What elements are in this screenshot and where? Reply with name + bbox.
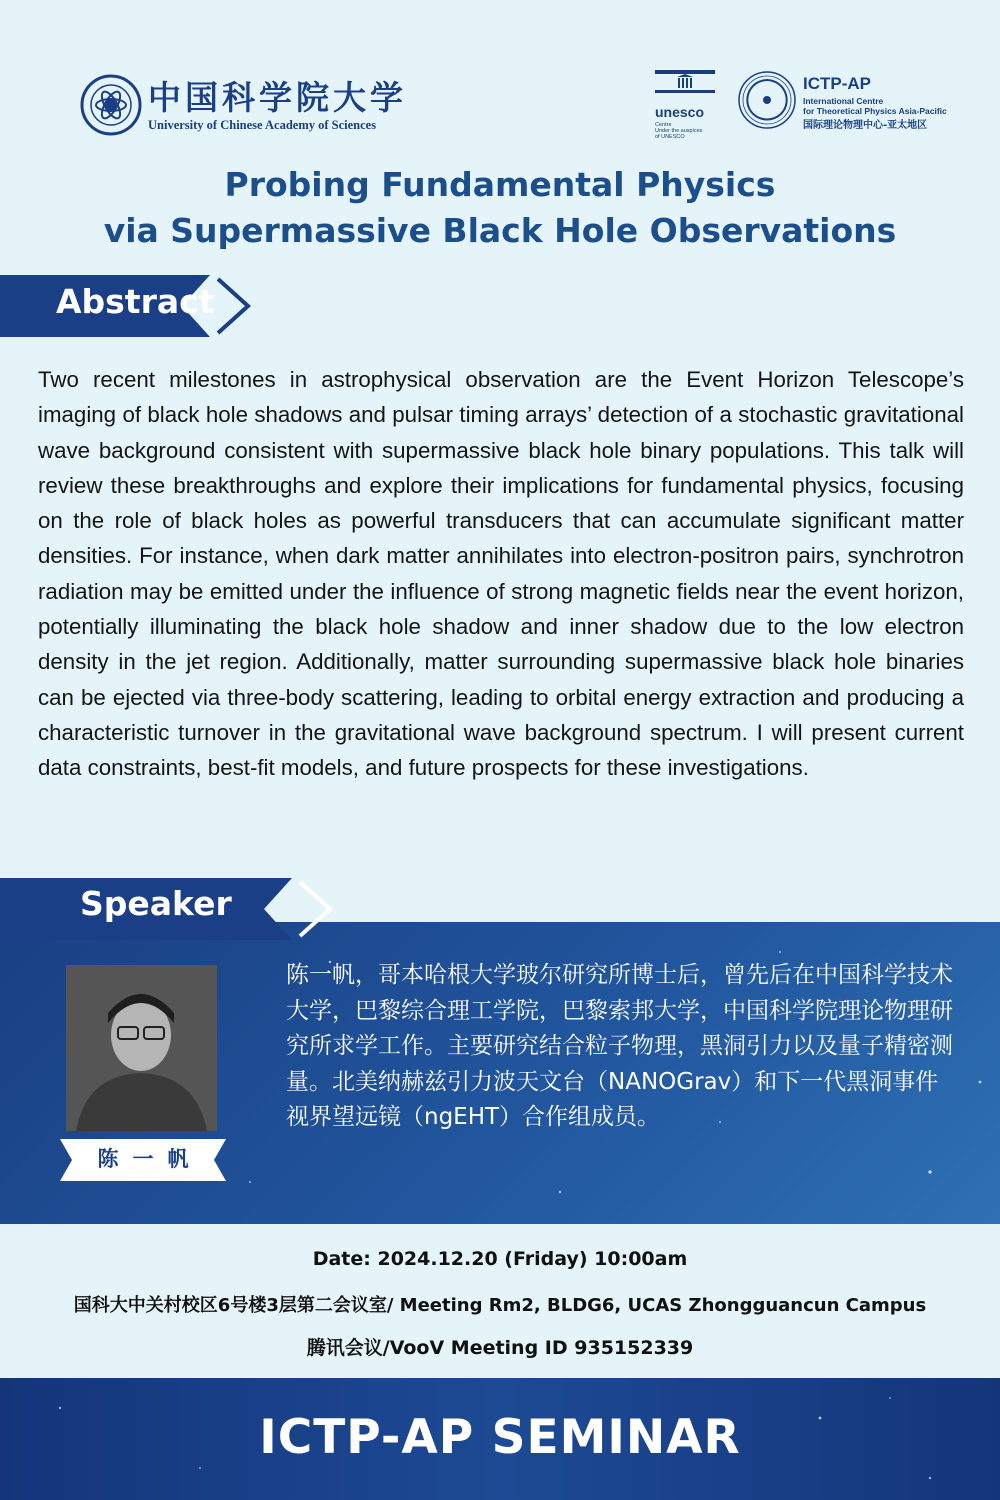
ucas-name-cn: 中国科学院大学 — [148, 78, 407, 117]
abstract-heading: Abstract — [56, 282, 215, 321]
unesco-logo — [655, 70, 717, 140]
footer-label: ICTP-AP SEMINAR — [259, 1410, 741, 1465]
title-line-1: Probing Fundamental Physics — [224, 165, 776, 204]
seminar-meeting-id: 腾讯会议/VooV Meeting ID 935152339 — [306, 1337, 694, 1359]
speaker-name: 陈一帆 — [97, 1147, 203, 1171]
speaker-photo — [66, 965, 217, 1131]
unesco-temple-icon — [655, 70, 715, 96]
title-line-2: via Supermassive Black Hole Observations — [103, 211, 897, 250]
ictp-emblem-icon — [737, 70, 797, 130]
speaker-bio: 陈一帆，哥本哈根大学玻尔研究所博士后，曾先后在中国科学技术大学，巴黎综合理工学院，巴黎索邦大学，中国科学院理论物理研究所求学工作。主要研究结合粒子物理，黑洞引力以及量子精密测量。北美纳赫兹引力波天文台（NANOGrav）和下一代黑洞事件视界望远镜（ngEHT）合作组成员。 — [286, 962, 953, 1130]
ictp-name-cn: 国际理论物理中心-亚太地区 — [803, 120, 928, 131]
ictp-subtitle: International Centre for Theoretical Physics Asia-Pacific — [803, 96, 947, 116]
seminar-date: Date: 2024.12.20 (Friday) 10:00am — [312, 1248, 688, 1270]
unesco-subtitle: Centre Under the auspices of UNESCO — [655, 122, 703, 140]
speaker-portrait-icon — [66, 965, 217, 1131]
ucas-emblem-icon — [80, 74, 142, 136]
abstract-text: Two recent milestones in astrophysical observation are the Event Horizon Telescope’s imaging of black hole shadows and pulsar timing arrays’ detection of a stochastic gravitational wave background consistent with supermassive black hole binary populations. This talk will review these breakthroughs and explore their implications for fundamental physics, focusing on the role of black holes as powerful transducers that can accumulate significant matter densities. For instance, when dark matter annihilates into electron-positron pairs, synchrotron radiation may be emitted under the influence of strong magnetic fields near the event horizon, potentially illuminating the black hole shadow and inner shadow due to the low electron density in the jet region. Additionally, matter surrounding supermassive black hole binaries can be ejected via three-body scattering, leading to orbital energy extraction and producing a characteristic turnover in the gravitational wave background spectrum. I will present current data constraints, best-fit models, and future prospects for these investigations. — [38, 367, 964, 781]
seminar-venue: 国科大中关村校区6号楼3层第二会议室/ Meeting Rm2, BLDG6, UCAS Zhongguancun Campus — [73, 1295, 927, 1316]
unesco-name: unesco — [655, 104, 705, 120]
speaker-heading: Speaker — [80, 884, 232, 923]
ictp-name: ICTP-AP — [803, 74, 871, 93]
seminar-title — [0, 162, 1000, 254]
ucas-name-en: University of Chinese Academy of Sciences — [148, 118, 377, 132]
